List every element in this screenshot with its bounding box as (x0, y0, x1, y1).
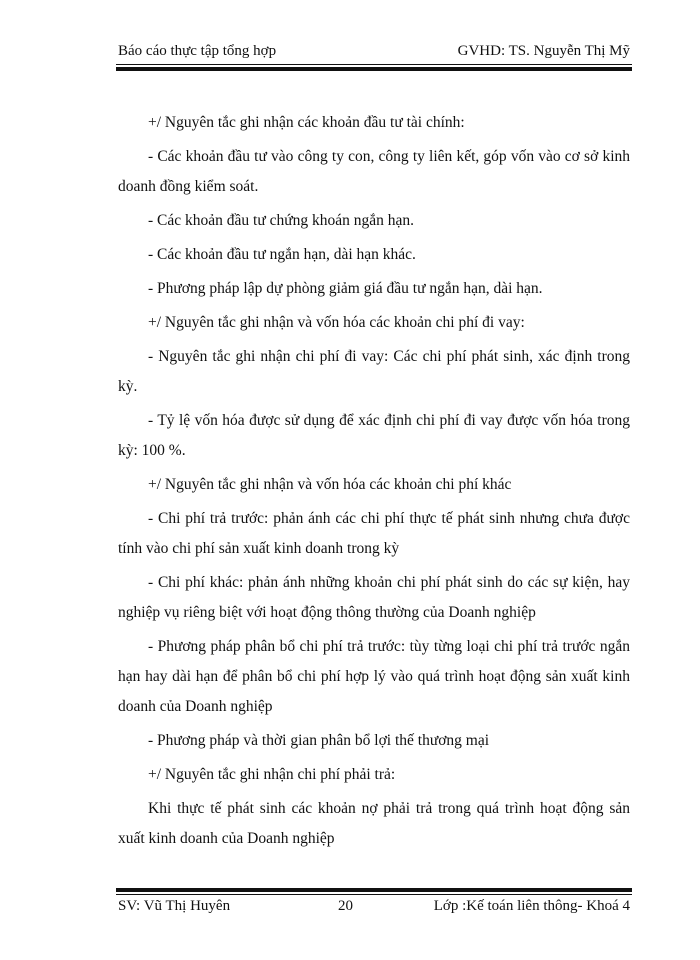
paragraph: +/ Nguyên tắc ghi nhận và vốn hóa các khoản chi phí đi vay: (148, 314, 525, 331)
paragraph: +/ Nguyên tắc ghi nhận và vốn hóa các khoản chi phí khác (148, 476, 512, 493)
paragraph: +/ Nguyên tắc ghi nhận các khoản đầu tư tài chính: (148, 114, 465, 131)
paragraph: - Phương pháp và thời gian phân bổ lợi thế thương mại (148, 732, 490, 749)
paragraph: - Phương pháp phân bổ chi phí trả trước: tùy từng loại chi phí trả trước ngắn hạn hay dài hạn để phân bổ chi phí hợp lý vào quá trình hoạt động sản xuất kinh doanh của Doanh nghiệp (118, 638, 630, 715)
class-name: Lớp :Kế toán liên thông- Khoá 4 (433, 898, 630, 914)
paragraph: - Nguyên tắc ghi nhận chi phí đi vay: Các chi phí phát sinh, xác định trong kỳ. (118, 348, 630, 395)
page-footer (118, 898, 630, 915)
paragraph: - Chi phí khác: phản ánh những khoản chi phí phát sinh do các sự kiện, hay nghiệp vụ riêng biệt với hoạt động thông thường của Doanh nghiệp (118, 574, 630, 621)
page-number: 20 (338, 898, 353, 914)
paragraph: - Các khoản đầu tư chứng khoán ngắn hạn. (148, 212, 415, 229)
student-name: SV: Vũ Thị Huyên (118, 898, 231, 914)
paragraph: - Tỷ lệ vốn hóa được sử dụng để xác định chi phí đi vay được vốn hóa trong kỳ: 100 %. (118, 412, 630, 459)
report-title: Báo cáo thực tập tổng hợp (118, 43, 277, 59)
paragraph: - Phương pháp lập dự phòng giảm giá đầu tư ngắn hạn, dài hạn. (148, 280, 543, 297)
header-rule (116, 64, 632, 71)
paragraph: - Các khoản đầu tư vào công ty con, công ty liên kết, góp vốn vào cơ sở kinh doanh đồng kiểm soát. (118, 148, 630, 195)
paragraph: +/ Nguyên tắc ghi nhận chi phí phải trả: (148, 766, 396, 783)
paragraph: Khi thực tế phát sinh các khoản nợ phải trả trong quá trình hoạt động sản xuất kinh doanh của Doanh nghiệp (118, 800, 630, 847)
paragraph: - Các khoản đầu tư ngắn hạn, dài hạn khác. (148, 246, 416, 263)
footer-rule (116, 888, 632, 895)
document-body (118, 108, 630, 858)
supervisor: GVHD: TS. Nguyễn Thị Mỹ (457, 43, 630, 59)
paragraph: - Chi phí trả trước: phản ánh các chi phí thực tế phát sinh nhưng chưa được tính vào chi phí sản xuất kinh doanh trong kỳ (118, 510, 630, 557)
page-header (118, 38, 630, 60)
